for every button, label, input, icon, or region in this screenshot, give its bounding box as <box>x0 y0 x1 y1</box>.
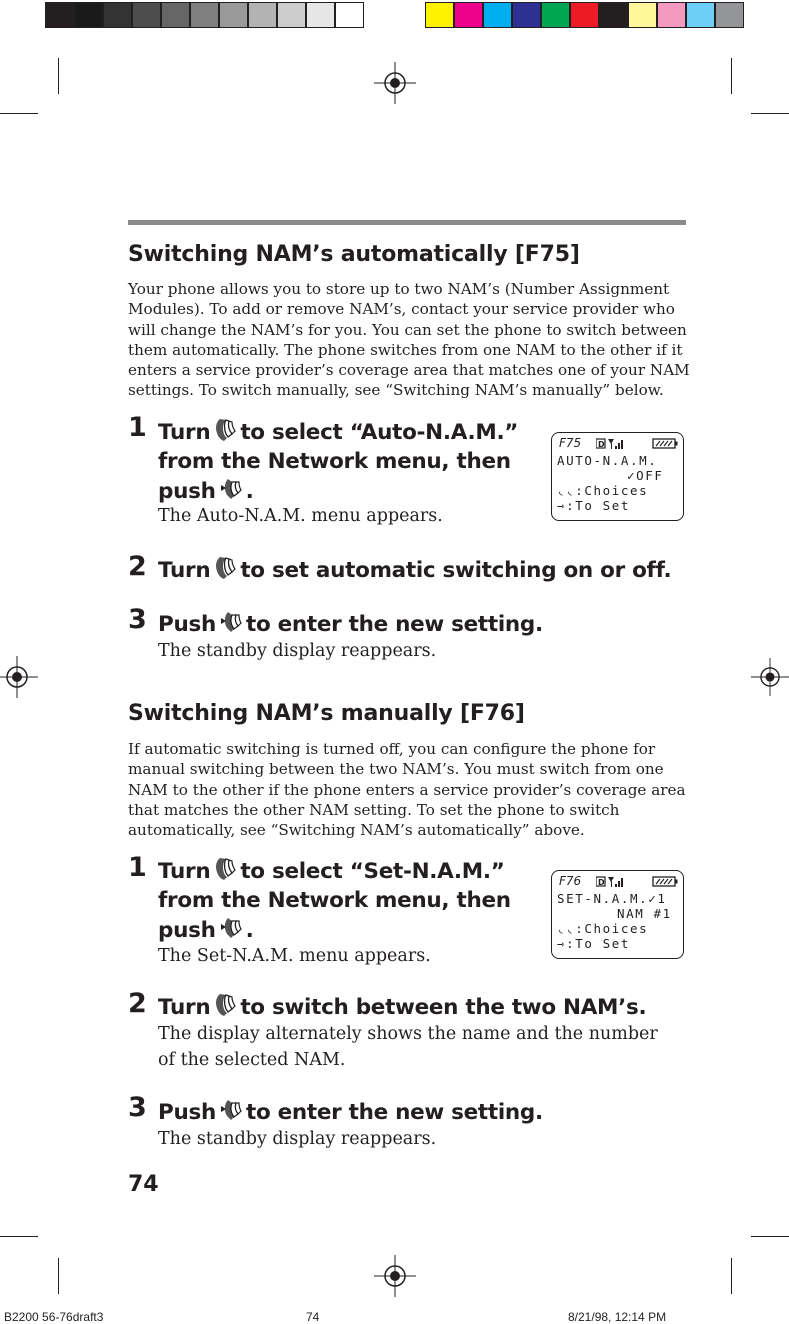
intro-line: NAM to the other if the phone enters a service provider’s coverage area <box>128 780 686 799</box>
lcd-row: ⇾:To Set <box>557 498 631 513</box>
color-swatch <box>219 2 248 28</box>
intro-line: If automatic switching is turned off, you can configure the phone for <box>128 740 656 758</box>
intro-line: manual switching between the two NAM’s. You must switch from one <box>128 760 664 779</box>
intro-line: them automatically. The phone switches from one NAM to the other if it <box>128 340 683 359</box>
jog-push-icon <box>219 1097 243 1123</box>
color-swatch <box>599 2 628 28</box>
registration-mark-icon <box>751 656 789 698</box>
step-result: The Auto-N.A.M. menu appears. <box>158 506 443 526</box>
step-result: The Set-N.A.M. menu appears. <box>158 946 431 966</box>
intro-line: Your phone allows you to store up to two NAM’s (Number Assignment <box>128 280 670 298</box>
jog-glyph-icon: ◟◟ <box>557 921 576 936</box>
intro-line: Modules). To add or remove NAM’s, contact your service provider who <box>128 300 675 319</box>
push-arrow-icon: ⇾ <box>557 936 567 951</box>
intro-line: enters a service provider’s coverage area that matches one of your NAM <box>128 361 690 380</box>
signal-icon <box>596 437 626 450</box>
registration-mark-icon <box>0 656 38 698</box>
step-result: The standby display reappears. <box>158 641 437 661</box>
footer-filename: B2200 56-76draft3 <box>4 1310 104 1324</box>
jog-dial-icon <box>213 417 237 443</box>
step-result: The display alternately shows the name and the number <box>158 1024 658 1044</box>
intro-line: settings. To switch manually, see “Switching NAM’s manually” below. <box>128 381 664 400</box>
jog-push-icon <box>219 476 243 502</box>
jog-dial-icon <box>213 992 237 1018</box>
step-number: 1 <box>128 412 147 443</box>
crop-mark <box>58 1258 59 1294</box>
color-swatch <box>541 2 570 28</box>
registration-mark-icon <box>374 62 416 104</box>
svg-text:D: D <box>598 440 605 449</box>
lcd-display-auto <box>551 432 684 521</box>
step-result: of the selected NAM. <box>158 1050 346 1070</box>
crop-mark <box>751 113 789 114</box>
jog-glyph-icon: ◟◟ <box>557 483 576 498</box>
section-title-auto: Switching NAM’s automatically [F75] <box>128 242 580 267</box>
color-swatch <box>335 2 364 28</box>
battery-icon <box>652 438 678 449</box>
color-swatch <box>74 2 103 28</box>
step-text: Turn to select “Set-N.A.M.” from the Network menu, then push . <box>158 856 511 945</box>
crop-mark <box>0 1236 38 1237</box>
color-swatch <box>686 2 715 28</box>
lcd-row: NAM #1 <box>617 906 672 921</box>
color-swatch <box>161 2 190 28</box>
lcd-display-manual <box>551 870 684 959</box>
color-swatch <box>454 2 483 28</box>
color-swatch <box>570 2 599 28</box>
signal-icon <box>596 875 626 888</box>
lcd-row: ◟◟:Choices <box>557 921 649 936</box>
section-intro-auto <box>128 279 688 401</box>
color-swatch <box>657 2 686 28</box>
crop-mark <box>731 58 732 94</box>
lcd-row: AUTO-N.A.M. <box>557 453 658 468</box>
section-title-manual: Switching NAM’s manually [F76] <box>128 701 525 726</box>
color-swatch <box>425 2 454 28</box>
footer-timestamp: 8/21/98, 12:14 PM <box>568 1310 667 1324</box>
color-swatch <box>483 2 512 28</box>
color-swatch <box>277 2 306 28</box>
step-number: 2 <box>128 988 147 1019</box>
color-swatch <box>715 2 744 28</box>
color-swatch <box>103 2 132 28</box>
battery-icon <box>652 876 678 887</box>
step-text: Turn to select “Auto-N.A.M.” from the Network menu, then push . <box>158 417 518 506</box>
color-swatch <box>132 2 161 28</box>
lcd-row: ✓OFF <box>627 468 664 483</box>
crop-mark <box>731 1258 732 1294</box>
svg-text:D: D <box>598 878 605 887</box>
step-text: Turn to set automatic switching on or off. <box>158 555 671 585</box>
intro-line: will change the NAM’s for you. You can set the phone to switch between <box>128 320 687 339</box>
lcd-row: SET-N.A.M.✓1 <box>557 891 667 906</box>
step-result: The standby display reappears. <box>158 1129 437 1149</box>
footer-page: 74 <box>306 1310 320 1324</box>
crop-mark <box>751 1236 789 1237</box>
lcd-row: ◟◟:Choices <box>557 483 649 498</box>
step-number: 2 <box>128 551 147 582</box>
color-swatch <box>45 2 74 28</box>
section-intro-manual <box>128 739 688 840</box>
jog-push-icon <box>219 609 243 635</box>
page-number: 74 <box>128 1172 159 1197</box>
jog-dial-icon <box>213 555 237 581</box>
step-text: Turn to switch between the two NAM’s. <box>158 992 646 1022</box>
color-swatch <box>248 2 277 28</box>
crop-mark <box>0 113 38 114</box>
function-code: F75 <box>559 436 582 450</box>
step-number: 3 <box>128 604 147 635</box>
push-arrow-icon: ⇾ <box>557 498 567 513</box>
color-swatch <box>306 2 335 28</box>
step-number: 1 <box>128 852 147 883</box>
intro-line: that matches the other NAM setting. To set the phone to switch <box>128 800 620 819</box>
crop-mark <box>58 58 59 94</box>
step-text: Push to enter the new setting. <box>158 1097 543 1127</box>
registration-mark-icon <box>374 1255 416 1297</box>
section-rule <box>128 220 686 225</box>
jog-dial-icon <box>213 856 237 882</box>
step-number: 3 <box>128 1092 147 1123</box>
color-swatch <box>628 2 657 28</box>
color-swatch <box>190 2 219 28</box>
lcd-row: ⇾:To Set <box>557 936 631 951</box>
color-swatch <box>512 2 541 28</box>
intro-line: automatically, see “Switching NAM’s automatically” above. <box>128 821 585 840</box>
jog-push-icon <box>219 915 243 941</box>
function-code: F76 <box>559 874 582 888</box>
step-text: Push to enter the new setting. <box>158 609 543 639</box>
